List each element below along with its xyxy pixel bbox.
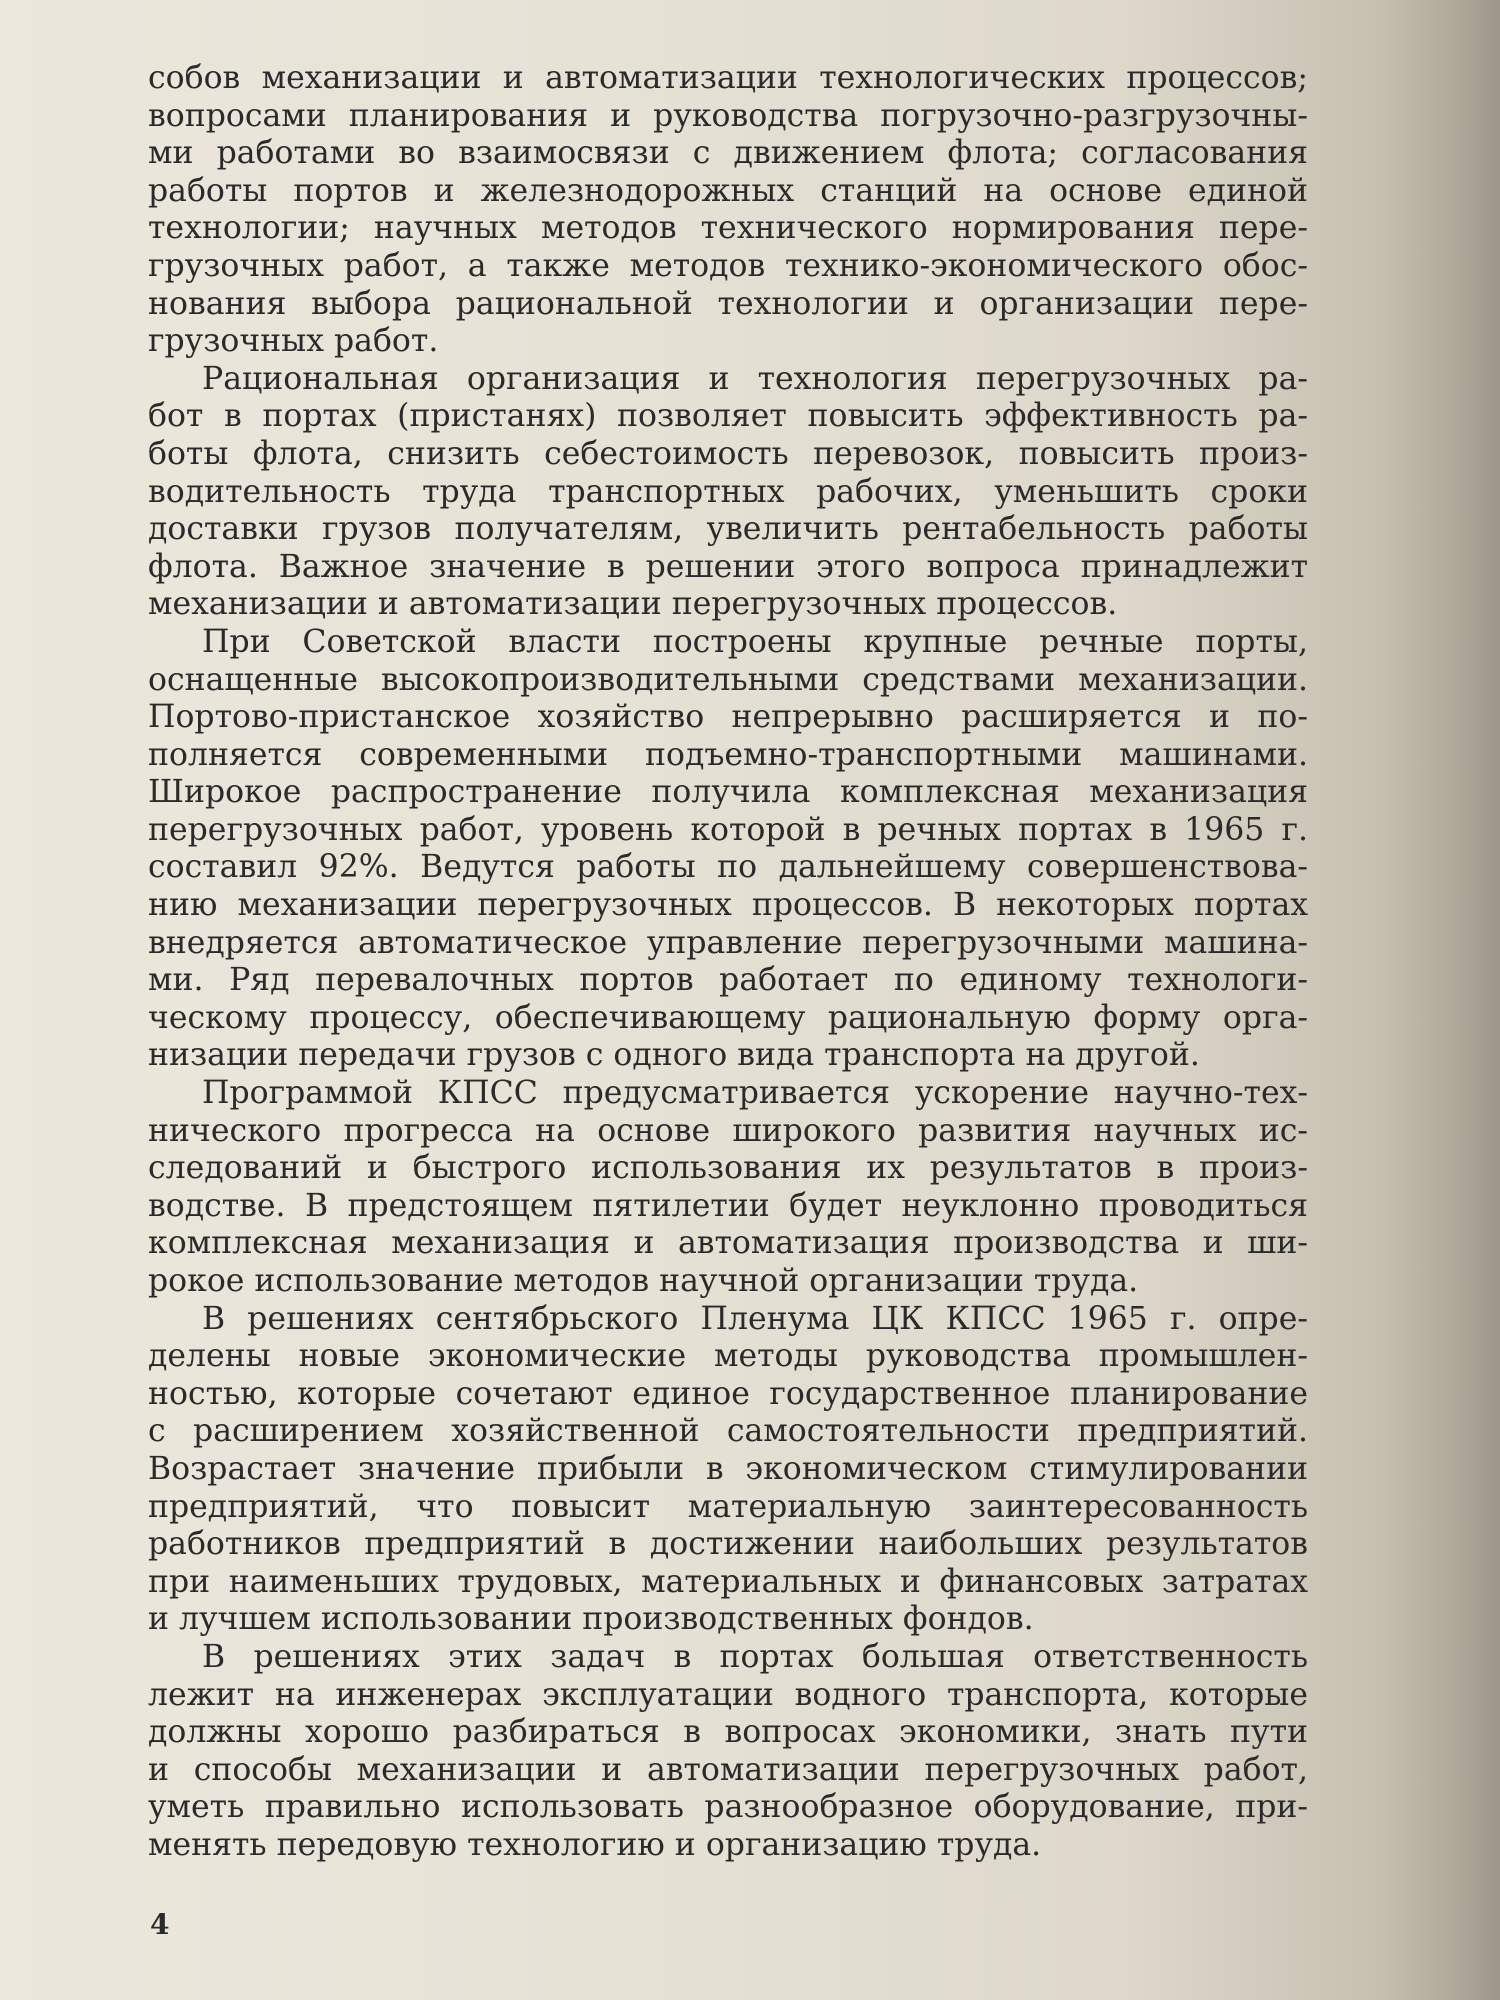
text-line: должны хорошо разбираться в вопросах экономики, знать пути	[148, 1714, 1308, 1751]
text-line: боты флота, снизить себестоимость перевозок, повысить произ-	[148, 435, 1308, 472]
text-line: Портово-пристанское хозяйство непрерывно расширяется и по-	[148, 699, 1308, 736]
text-line: работников предприятий в достижении наибольших результатов	[148, 1526, 1308, 1563]
page-number: 4	[150, 1908, 170, 1941]
text-line: грузочных работ, а также методов технико-экономического обос-	[148, 247, 1308, 284]
text-line: технологии; научных методов технического нормирования пере-	[148, 210, 1308, 247]
text-line: Рациональная организация и технология перегрузочных ра-	[202, 360, 1308, 397]
text-line: менять передовую технологию и организацию труда.	[148, 1826, 1042, 1863]
text-line: перегрузочных работ, уровень которой в речных портах в 1965 г.	[148, 811, 1308, 848]
text-line: собов механизации и автоматизации технологических процессов;	[148, 60, 1308, 96]
text-line: низации передачи грузов с одного вида транспорта на другой.	[148, 1037, 1200, 1074]
page-gutter-shadow	[1380, 0, 1500, 2000]
text-line: бот в портах (пристанях) позволяет повысить эффективность ра-	[148, 398, 1308, 435]
text-line: ми работами во взаимосвязи с движением флота; согласования	[148, 135, 1308, 172]
text-line: лежит на инженерах эксплуатации водного транспорта, которые	[148, 1676, 1308, 1713]
body-text	[148, 60, 1308, 1865]
text-line: комплексная механизация и автоматизация производства и ши-	[148, 1225, 1308, 1262]
text-line: рокое использование методов научной организации труда.	[148, 1263, 1139, 1299]
text-line: делены новые экономические методы руководства промышлен-	[148, 1338, 1308, 1375]
text-line: ческому процессу, обеспечивающему рациональную форму орга-	[148, 999, 1308, 1036]
text-line: В решениях сентябрьского Пленума ЦК КПСС 1965 г. опре-	[202, 1300, 1308, 1337]
text-line: уметь правильно использовать разнообразное оборудование, при-	[148, 1789, 1308, 1826]
text-line: при наименьших трудовых, материальных и финансовых затратах	[148, 1563, 1308, 1600]
text-line: ностью, которые сочетают единое государственное планирование	[148, 1375, 1308, 1412]
text-line: и лучшем использовании производственных фондов.	[148, 1601, 1034, 1638]
text-line: и способы механизации и автоматизации перегрузочных работ,	[148, 1751, 1308, 1788]
text-line: работы портов и железнодорожных станций на основе единой	[148, 172, 1308, 209]
text-line: составил 92%. Ведутся работы по дальнейшему совершенствова-	[148, 849, 1308, 886]
text-line: вопросами планирования и руководства погрузочно-разгрузочны-	[148, 97, 1308, 134]
text-line: Широкое распространение получила комплексная механизация	[148, 774, 1308, 811]
text-line: Программой КПСС предусматривается ускорение научно-тех-	[202, 1075, 1308, 1112]
text-line: грузочных работ.	[148, 323, 439, 360]
text-line: ми. Ряд перевалочных портов работает по единому технологи-	[148, 962, 1308, 999]
text-line: полняется современными подъемно-транспортными машинами.	[148, 736, 1308, 773]
text-line: оснащенные высокопроизводительными средствами механизации.	[148, 661, 1308, 698]
text-line: водстве. В предстоящем пятилетии будет неуклонно проводиться	[148, 1187, 1308, 1224]
text-line: Возрастает значение прибыли в экономическом стимулировании	[148, 1450, 1308, 1487]
text-line: нования выбора рациональной технологии и организации пере-	[148, 285, 1308, 322]
text-line: доставки грузов получателям, увеличить рентабельность работы	[148, 511, 1308, 548]
text-line: внедряется автоматическое управление перегрузочными машина-	[148, 924, 1308, 961]
text-line: с расширением хозяйственной самостоятельности предприятий.	[148, 1413, 1308, 1450]
text-line: В решениях этих задач в портах большая ответственность	[202, 1638, 1308, 1675]
text-line: механизации и автоматизации перегрузочных процессов.	[148, 586, 1118, 623]
text-line: При Советской власти построены крупные речные порты,	[202, 623, 1308, 660]
text-line: нического прогресса на основе широкого развития научных ис-	[148, 1112, 1308, 1149]
text-line: предприятий, что повысит материальную заинтересованность	[148, 1488, 1308, 1525]
text-line: водительность труда транспортных рабочих, уменьшить сроки	[148, 473, 1308, 510]
text-line: флота. Важное значение в решении этого вопроса принадлежит	[148, 548, 1308, 585]
text-line: нию механизации перегрузочных процессов. В некоторых портах	[148, 887, 1308, 924]
text-line: следований и быстрого использования их результатов в произ-	[148, 1150, 1308, 1187]
